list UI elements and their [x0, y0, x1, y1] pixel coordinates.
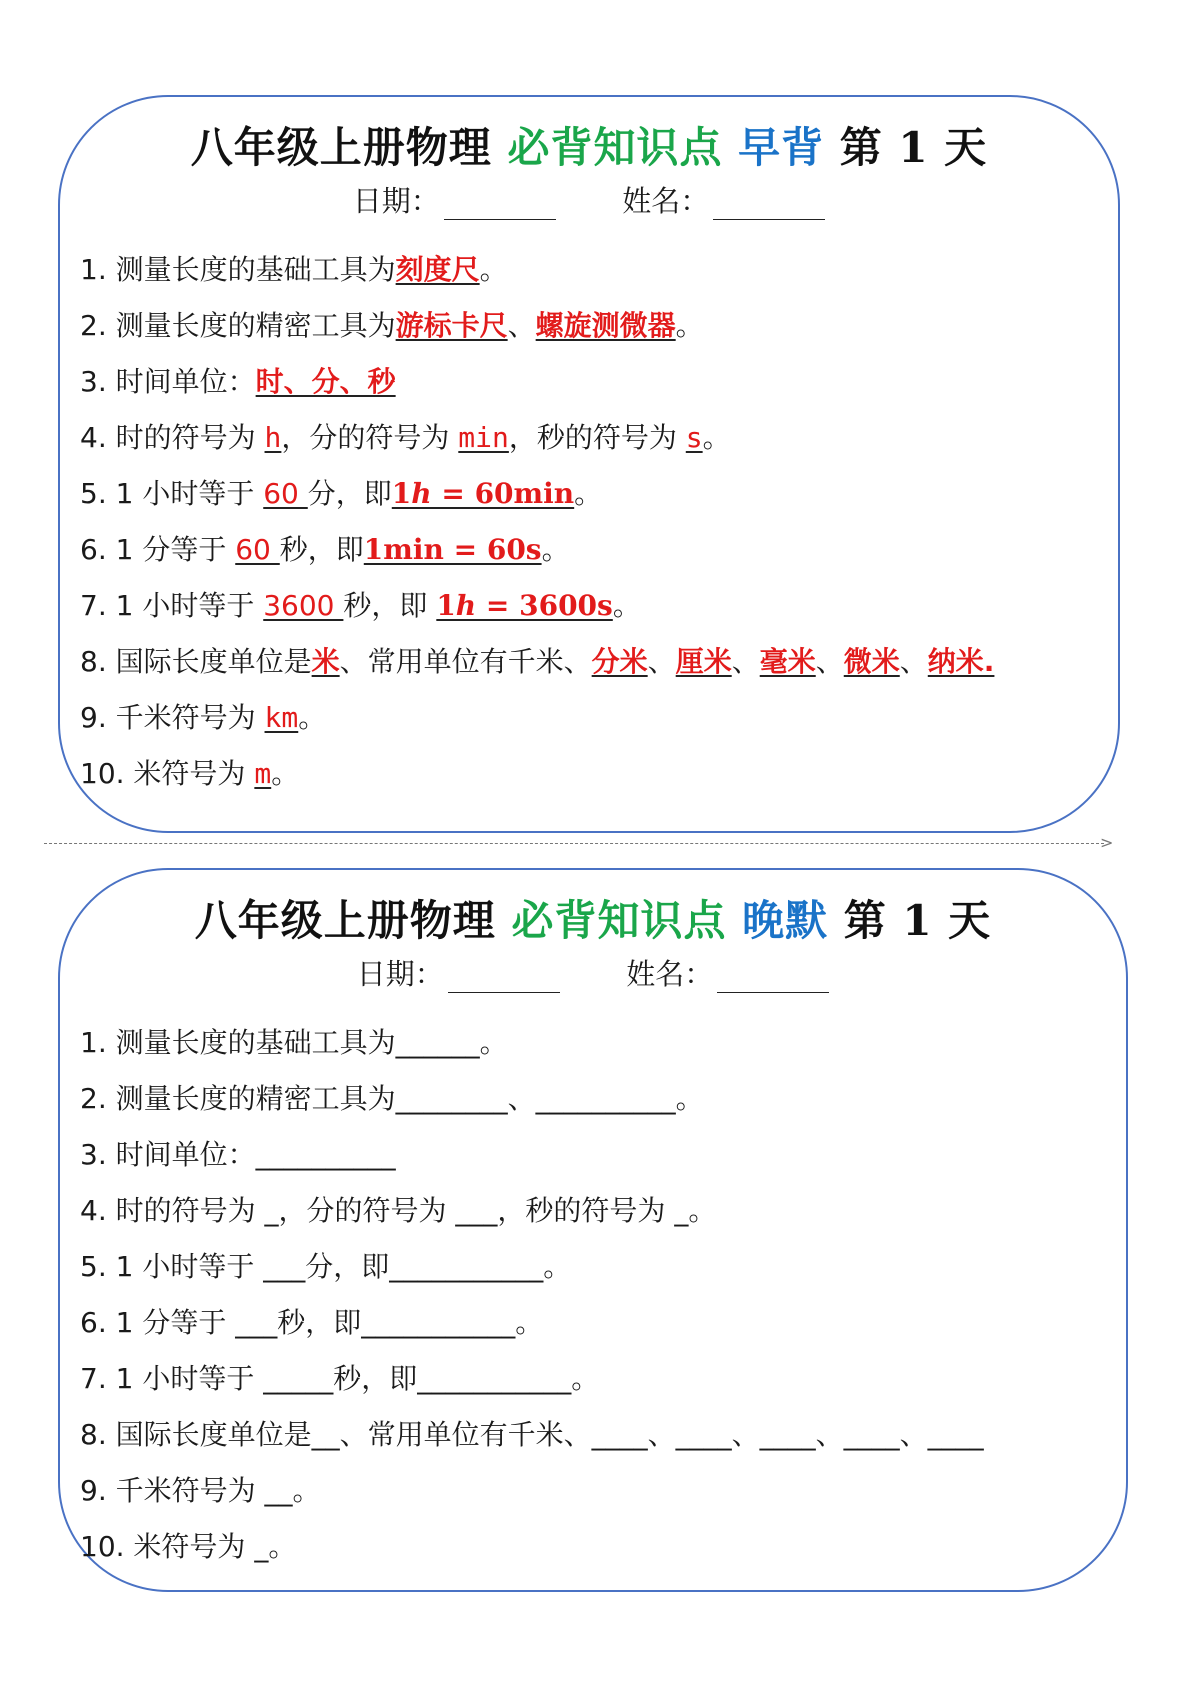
- list-item[interactable]: 5. 1 小时等于 ___分，即___________。: [80, 1250, 572, 1283]
- evening-items: [80, 1015, 1126, 1575]
- evening-title: [60, 888, 1126, 948]
- date-label: 日期：: [352, 184, 440, 218]
- list-item: 9. 千米符号为 km。: [80, 701, 327, 734]
- cut-line: [44, 843, 1104, 844]
- list-item[interactable]: 8. 国际长度单位是__、常用单位有千米、____、____、____、____、____: [80, 1418, 984, 1451]
- title-day: 第 1 天: [843, 896, 992, 945]
- list-item[interactable]: 1. 测量长度的基础工具为______。: [80, 1026, 508, 1059]
- title-knowledge: 必背知识点: [511, 896, 727, 945]
- date-label: 日期：: [356, 957, 444, 991]
- morning-meta: [60, 179, 1118, 220]
- list-item[interactable]: 3. 时间单位：__________: [80, 1138, 396, 1171]
- list-item: 8. 国际长度单位是米、常用单位有千米、分米、厘米、毫米、微米、纳米.: [80, 645, 995, 678]
- list-item: 4. 时的符号为 h，分的符号为 min，秒的符号为 s。: [80, 421, 731, 454]
- date-blank[interactable]: [444, 191, 556, 220]
- name-label: 姓名：: [622, 184, 710, 218]
- title-session: 晚默: [742, 896, 829, 945]
- list-item: 5. 1 小时等于 60 分，即1ℎ = 60min。: [80, 477, 603, 510]
- morning-items: [80, 242, 1118, 802]
- list-item[interactable]: 4. 时的符号为 _，分的符号为 ___，秒的符号为 _。: [80, 1194, 717, 1227]
- title-subject: 八年级上册物理: [190, 123, 492, 172]
- list-item: 10. 米符号为 m。: [80, 757, 300, 790]
- morning-card: [58, 95, 1120, 833]
- morning-title: [60, 115, 1118, 175]
- name-label: 姓名：: [626, 957, 714, 991]
- list-item[interactable]: 9. 千米符号为 __。: [80, 1474, 321, 1507]
- list-item: 2. 测量长度的精密工具为游标卡尺、螺旋测微器。: [80, 309, 704, 342]
- evening-card: [58, 868, 1128, 1592]
- title-knowledge: 必背知识点: [507, 123, 723, 172]
- list-item[interactable]: 7. 1 小时等于 _____秒，即___________。: [80, 1362, 600, 1395]
- name-blank[interactable]: [713, 191, 825, 220]
- list-item[interactable]: 2. 测量长度的精密工具为________、__________。: [80, 1082, 704, 1115]
- title-session: 早背: [738, 123, 825, 172]
- list-item: 3. 时间单位：时、分、秒: [80, 365, 396, 398]
- arrow-right-icon: >: [1100, 833, 1114, 852]
- list-item: 6. 1 分等于 60 秒，即1min = 60s。: [80, 533, 570, 566]
- list-item: 1. 测量长度的基础工具为刻度尺。: [80, 253, 508, 286]
- date-blank[interactable]: [448, 964, 560, 993]
- list-item: 7. 1 小时等于 3600 秒，即 1ℎ = 3600s。: [80, 589, 641, 622]
- title-day: 第 1 天: [839, 123, 988, 172]
- list-item[interactable]: 10. 米符号为 _。: [80, 1530, 297, 1563]
- title-subject: 八年级上册物理: [194, 896, 496, 945]
- list-item[interactable]: 6. 1 分等于 ___秒，即___________。: [80, 1306, 544, 1339]
- name-blank[interactable]: [717, 964, 829, 993]
- evening-meta: [60, 952, 1126, 993]
